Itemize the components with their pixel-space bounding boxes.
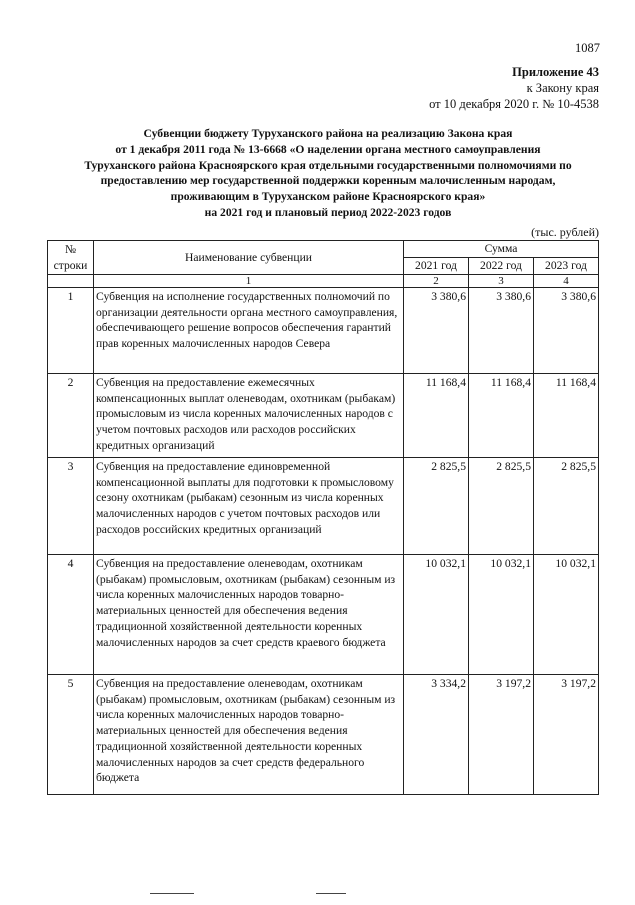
footer-divider xyxy=(150,893,194,894)
appendix-date: от 10 декабря 2020 г. № 10-4538 xyxy=(429,97,599,111)
page-number: 1087 xyxy=(575,41,600,55)
row-number: 5 xyxy=(48,675,94,795)
footer-divider xyxy=(316,893,346,894)
column-number-empty xyxy=(48,275,94,288)
amount-2021: 3 334,2 xyxy=(404,675,469,795)
amount-2023: 3 197,2 xyxy=(534,675,599,795)
subsidy-name: Субвенция на предоставление оленеводам, охотникам (рыбакам) промысловым, охотникам (рыбакам) сезонным из числа коренных малочисленных народов товарно-материальных ценностей для обеспечения ведения традиционной хозяйственной деятельности коренных малочисленных народов за счет средств федерального бюджета xyxy=(94,675,404,795)
header-year-2021: 2021 год xyxy=(404,258,469,275)
row-number: 2 xyxy=(48,374,94,458)
column-numbers-row xyxy=(48,275,599,288)
title-line: от 1 декабря 2011 года № 13-6668 «О наделении органа местного самоуправления xyxy=(115,142,541,156)
title-line: проживающим в Туруханском районе Красноярского края» xyxy=(170,190,486,204)
title-line: предоставлению мер государственной поддержки коренным малочисленным народам, xyxy=(100,174,556,188)
column-number: 3 xyxy=(469,275,534,288)
header-year-2023: 2023 год xyxy=(534,258,599,275)
amount-2022: 10 032,1 xyxy=(469,555,534,675)
appendix-title: Приложение 43 xyxy=(512,65,599,79)
document-title xyxy=(38,126,618,221)
amount-2022: 2 825,5 xyxy=(469,458,534,555)
amount-2023: 2 825,5 xyxy=(534,458,599,555)
appendix-block xyxy=(429,64,599,112)
amount-2021: 11 168,4 xyxy=(404,374,469,458)
amount-2023: 11 168,4 xyxy=(534,374,599,458)
row-number: 3 xyxy=(48,458,94,555)
amount-2022: 3 380,6 xyxy=(469,288,534,374)
amount-2023: 3 380,6 xyxy=(534,288,599,374)
title-line: Туруханского района Красноярского края отдельными государственными полномочиями по xyxy=(84,158,572,172)
header-row xyxy=(48,241,599,258)
appendix-law: к Закону края xyxy=(526,81,599,95)
subsidy-name: Субвенция на предоставление оленеводам, охотникам (рыбакам) промысловым, охотникам (рыбакам) сезонным из числа коренных малочисленных народов товарно-материальных ценностей для обеспечения ведения традиционной хозяйственной деятельности коренных малочисленных народов за счет средств краевого бюджета xyxy=(94,555,404,675)
subsidy-name: Субвенция на предоставление единовременной компенсационной выплаты для подготовки к промысловому сезону охотникам (рыбакам) сезонным из числа коренных малочисленных народов с учетом почтовых расходов или расходов российских кредитных организаций xyxy=(94,458,404,555)
column-number: 1 xyxy=(94,275,404,288)
title-line: на 2021 год и плановый период 2022-2023 годов xyxy=(204,205,452,219)
amount-2021: 2 825,5 xyxy=(404,458,469,555)
subsidy-name: Субвенция на предоставление ежемесячных компенсационных выплат оленеводам, охотникам (рыбакам) промысловым из числа коренных малочисленных народов с учетом почтовых расходов или расходов российских кредитных организаций xyxy=(94,374,404,458)
subsidy-table xyxy=(47,240,599,795)
table-row xyxy=(48,458,599,555)
subsidy-name: Субвенция на исполнение государственных полномочий по организации деятельности органа местного самоуправления, обеспечивающего решение вопросов обеспечения гарантий прав коренных малочисленных народов Севера xyxy=(94,288,404,374)
amount-2021: 3 380,6 xyxy=(404,288,469,374)
table-row xyxy=(48,675,599,795)
header-year-2022: 2022 год xyxy=(469,258,534,275)
amount-2022: 11 168,4 xyxy=(469,374,534,458)
header-row-number: № строки xyxy=(48,241,94,275)
header-name: Наименование субвенции xyxy=(94,241,404,275)
title-line: Субвенции бюджету Туруханского района на реализацию Закона края xyxy=(143,127,513,140)
amount-2023: 10 032,1 xyxy=(534,555,599,675)
table-row xyxy=(48,288,599,374)
table-row xyxy=(48,374,599,458)
row-number: 1 xyxy=(48,288,94,374)
amount-2021: 10 032,1 xyxy=(404,555,469,675)
amount-2022: 3 197,2 xyxy=(469,675,534,795)
header-sum: Сумма xyxy=(404,241,599,258)
table-row xyxy=(48,555,599,675)
units-label: (тыс. рублей) xyxy=(531,225,599,239)
column-number: 2 xyxy=(404,275,469,288)
row-number: 4 xyxy=(48,555,94,675)
column-number: 4 xyxy=(534,275,599,288)
